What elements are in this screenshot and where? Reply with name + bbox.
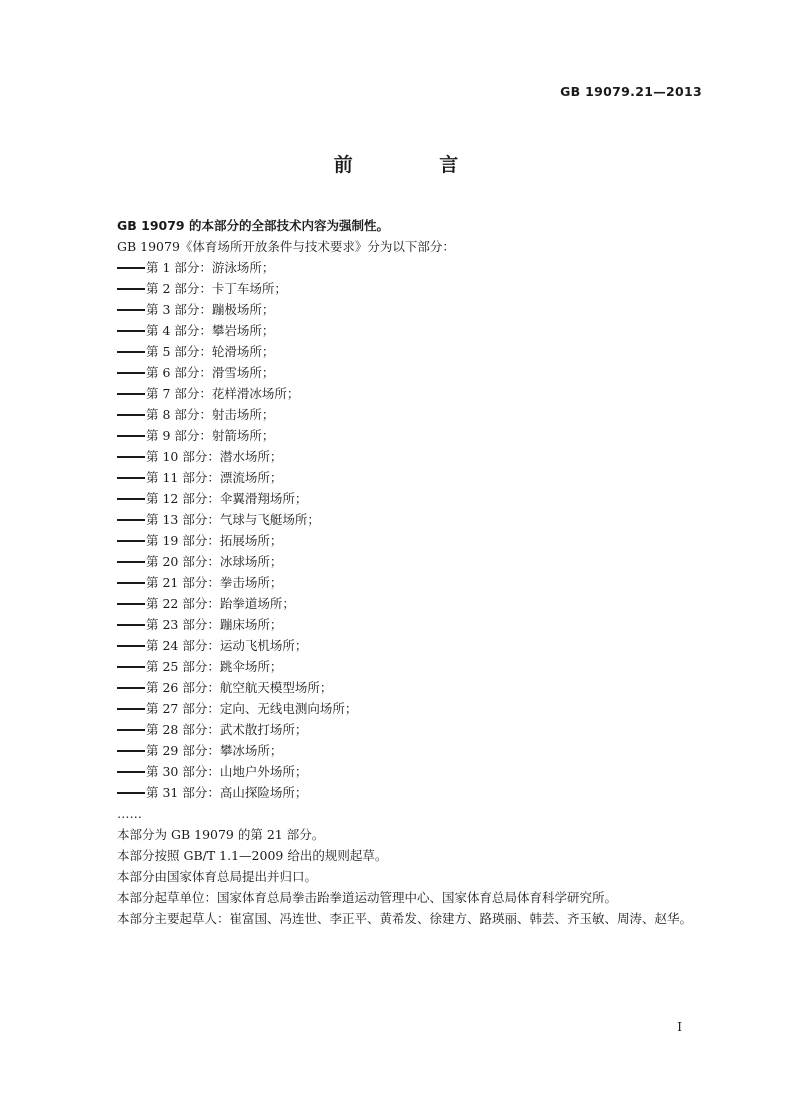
part-list-item xyxy=(117,530,717,551)
parts-intro: GB 19079《体育场所开放条件与技术要求》分为以下部分： xyxy=(117,239,455,254)
part-list-item xyxy=(117,446,717,467)
part-label: 第 31 部分：高山探险场所； xyxy=(146,785,308,800)
part-label: 第 8 部分：射击场所； xyxy=(146,407,275,422)
ellipsis: …… xyxy=(117,806,142,821)
em-dash-marker xyxy=(117,519,145,521)
part-list-item xyxy=(117,782,717,803)
em-dash-marker xyxy=(117,456,145,458)
em-dash-marker xyxy=(117,750,145,752)
part-label: 第 25 部分：跳伞场所； xyxy=(146,659,283,674)
part-list-item xyxy=(117,320,717,341)
closing-paragraph: 本部分主要起草人：崔富国、冯连世、李正平、黄希发、徐建方、路瑛丽、韩芸、齐玉敏、周涛、赵华。 xyxy=(117,911,693,926)
part-list-item xyxy=(117,257,717,278)
part-list-item xyxy=(117,761,717,782)
part-list-item xyxy=(117,488,717,509)
part-label: 第 11 部分：漂流场所； xyxy=(146,470,283,485)
page-title: 前 言 xyxy=(333,154,499,176)
part-list-item xyxy=(117,341,717,362)
part-label: 第 28 部分：武术散打场所； xyxy=(146,722,308,737)
part-list-item xyxy=(117,551,717,572)
part-label: 第 12 部分：伞翼滑翔场所； xyxy=(146,491,308,506)
part-label: 第 24 部分：运动飞机场所； xyxy=(146,638,308,653)
closing-paragraph: 本部分按照 GB/T 1.1—2009 给出的规则起草。 xyxy=(117,848,388,863)
part-label: 第 13 部分：气球与飞艇场所； xyxy=(146,512,320,527)
foreword-body xyxy=(117,215,717,929)
em-dash-marker xyxy=(117,351,145,353)
part-label: 第 5 部分：轮滑场所； xyxy=(146,344,275,359)
em-dash-marker xyxy=(117,645,145,647)
em-dash-marker xyxy=(117,708,145,710)
em-dash-marker xyxy=(117,540,145,542)
part-label: 第 3 部分：蹦极场所； xyxy=(146,302,275,317)
part-label: 第 10 部分：潜水场所； xyxy=(146,449,283,464)
part-list-item xyxy=(117,740,717,761)
em-dash-marker xyxy=(117,393,145,395)
part-list-item xyxy=(117,278,717,299)
part-list-item xyxy=(117,677,717,698)
part-label: 第 20 部分：冰球场所； xyxy=(146,554,283,569)
part-label: 第 23 部分：蹦床场所； xyxy=(146,617,283,632)
em-dash-marker xyxy=(117,687,145,689)
em-dash-marker xyxy=(117,288,145,290)
part-label: 第 27 部分：定向、无线电测向场所； xyxy=(146,701,358,716)
part-label: 第 9 部分：射箭场所； xyxy=(146,428,275,443)
em-dash-marker xyxy=(117,603,145,605)
em-dash-marker xyxy=(117,582,145,584)
closing-paragraph: 本部分由国家体育总局提出并归口。 xyxy=(117,869,318,884)
em-dash-marker xyxy=(117,414,145,416)
part-list-item xyxy=(117,698,717,719)
part-label: 第 2 部分：卡丁车场所； xyxy=(146,281,287,296)
part-list-item xyxy=(117,299,717,320)
em-dash-marker xyxy=(117,792,145,794)
page-number: I xyxy=(677,1020,682,1034)
part-label: 第 21 部分：拳击场所； xyxy=(146,575,283,590)
part-list-item xyxy=(117,509,717,530)
part-list-item xyxy=(117,635,717,656)
em-dash-marker xyxy=(117,435,145,437)
em-dash-marker xyxy=(117,267,145,269)
part-list-item xyxy=(117,467,717,488)
part-list-item xyxy=(117,572,717,593)
closing-paragraph: 本部分起草单位：国家体育总局拳击跆拳道运动管理中心、国家体育总局体育科学研究所。 xyxy=(117,890,618,905)
part-list-item xyxy=(117,719,717,740)
part-label: 第 1 部分：游泳场所； xyxy=(146,260,275,275)
part-label: 第 7 部分：花样滑冰场所； xyxy=(146,386,300,401)
standard-code: GB 19079.21—2013 xyxy=(560,84,702,99)
em-dash-marker xyxy=(117,498,145,500)
em-dash-marker xyxy=(117,624,145,626)
part-list-item xyxy=(117,383,717,404)
part-list-item xyxy=(117,656,717,677)
em-dash-marker xyxy=(117,330,145,332)
em-dash-marker xyxy=(117,477,145,479)
em-dash-marker xyxy=(117,561,145,563)
part-list-item xyxy=(117,362,717,383)
em-dash-marker xyxy=(117,309,145,311)
part-list-item xyxy=(117,593,717,614)
part-list-item xyxy=(117,404,717,425)
em-dash-marker xyxy=(117,372,145,374)
parts-list xyxy=(117,257,717,803)
part-list-item xyxy=(117,614,717,635)
part-label: 第 22 部分：跆拳道场所； xyxy=(146,596,295,611)
part-label: 第 30 部分：山地户外场所； xyxy=(146,764,308,779)
part-label: 第 29 部分：攀冰场所； xyxy=(146,743,283,758)
em-dash-marker xyxy=(117,771,145,773)
closing-paragraph: 本部分为 GB 19079 的第 21 部分。 xyxy=(117,827,325,842)
part-label: 第 26 部分：航空航天模型场所； xyxy=(146,680,333,695)
closing-paragraphs xyxy=(117,824,717,929)
part-label: 第 6 部分：滑雪场所； xyxy=(146,365,275,380)
em-dash-marker xyxy=(117,729,145,731)
part-label: 第 4 部分：攀岩场所； xyxy=(146,323,275,338)
part-label: 第 19 部分：拓展场所； xyxy=(146,533,283,548)
em-dash-marker xyxy=(117,666,145,668)
part-list-item xyxy=(117,425,717,446)
mandatory-statement: GB 19079 的本部分的全部技术内容为强制性。 xyxy=(117,218,389,233)
